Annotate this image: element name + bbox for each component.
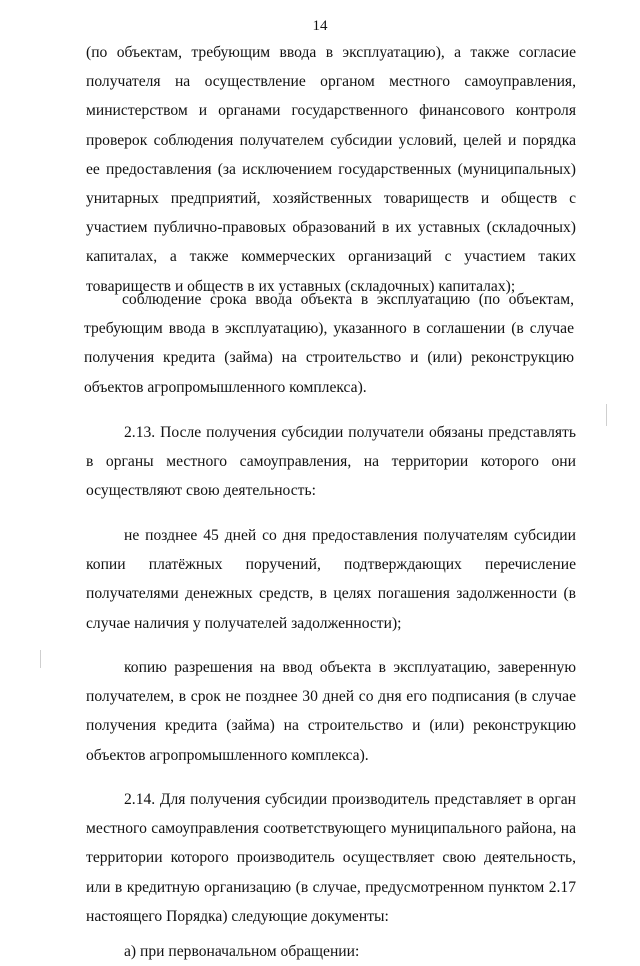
scan-artifact-mark — [606, 404, 607, 426]
paragraph-consent-continuation: (по объектам, требующим ввода в эксплуатацию), а также согласие получателя на осуществление органом местного самоуправления, министерством и органами государственного финансового контроля проверок соблюдения получателем субсидии условий, целей и порядка ее предоставления (за исключением государственных (муниципальных) унитарных предприятий, хозяйственных товариществ и обществ с участием публично-правовых образований в их уставных (складочных) капиталах, а также коммерческих организаций с участием таких товариществ и обществ в их уставных (складочных) капиталах); — [86, 44, 576, 295]
paragraph-commissioning-deadline: соблюдение срока ввода объекта в эксплуатацию (по объектам, требующим ввода в эксплуатацию), указанного в соглашении (в случае получения кредита (займа) на строительство и (или) реконструкцию объектов агропромышленного комплекса). — [84, 291, 574, 396]
paragraph-payment-orders: не позднее 45 дней со дня предоставления получателям субсидии копии платёжных поручений, подтверждающих перечисление получателями денежных средств, в целях погашения задолженности (в случае наличия у получателей задолженности); — [86, 527, 576, 632]
paragraph-section-2-14: 2.14. Для получения субсидии производитель представляет в орган местного самоуправления соответствующего муниципального района, на территории которого производитель осуществляет свою деятельность, или в кредитную организацию (в случае, предусмотренном пунктом 2.17 настоящего Порядка) следующие документы: — [86, 791, 576, 925]
paragraph-initial-application: а) при первоначальном обращении: — [124, 943, 360, 960]
page-number: 14 — [312, 18, 328, 34]
paragraph-section-2-13: 2.13. После получения субсидии получатели обязаны представлять в органы местного самоуправления, на территории которого они осуществляют свою деятельность: — [86, 424, 576, 500]
scan-artifact-mark — [40, 650, 41, 668]
paragraph-commissioning-permit: копию разрешения на ввод объекта в эксплуатацию, заверенную получателем, в срок не позднее 30 дней со дня его подписания (в случае получения кредита (займа) на строительство и (или) реконструкцию объектов агропромышленного комплекса). — [86, 659, 576, 764]
